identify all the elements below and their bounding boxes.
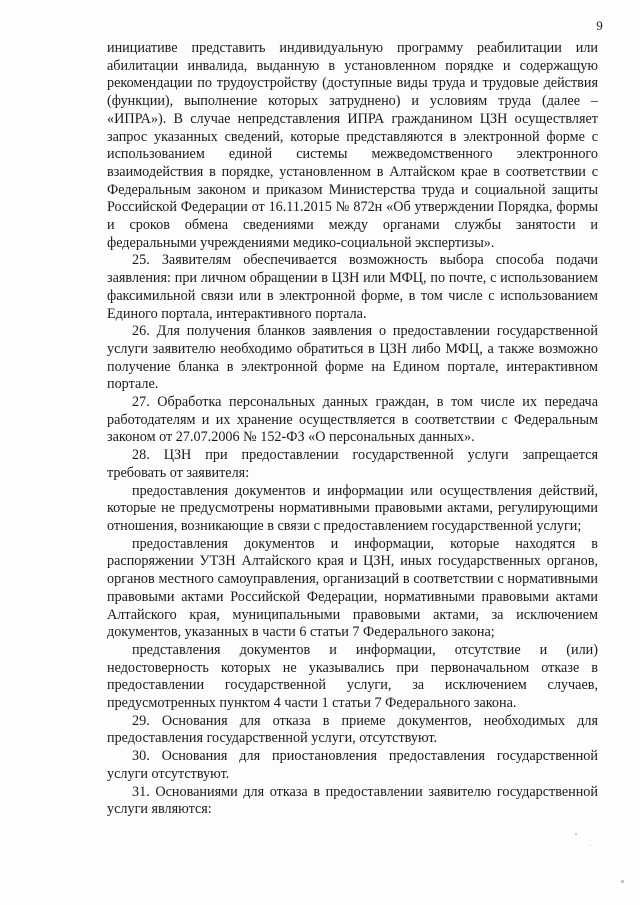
paragraph-31: 31. Основаниями для отказа в предоставлении заявителю государственной услуги являются: xyxy=(107,783,598,818)
scan-speck xyxy=(575,833,577,835)
paragraph-26: 26. Для получения бланков заявления о предоставлении государственной услуги заявителю необходимо обратиться в ЦЗН либо МФЦ, а также возможно получение бланка в электронной форме на Едином портале, интерактивном портале. xyxy=(107,323,598,393)
scan-speck xyxy=(590,845,591,846)
document-body xyxy=(107,40,598,819)
paragraph-28-item-3: представления документов и информации, отсутствие и (или) недостоверность которых не указывались при первоначальном отказе в предоставлении государственной услуги, за исключением случаев, предусмотренных пунктом 4 части 1 статьи 7 Федерального закона. xyxy=(107,641,598,712)
scan-speck xyxy=(621,880,624,883)
paragraph-25: 25. Заявителям обеспечивается возможность выбора способа подачи заявления: при личном обращении в ЦЗН или МФЦ, по почте, с использованием факсимильной связи или в электронной форме, в том числе с использованием Единого портала, интерактивного портала. xyxy=(107,252,598,322)
paragraph-30: 30. Основания для приостановления предоставления государственной услуги отсутствуют. xyxy=(107,748,598,782)
paragraph-ipra-continuation: инициативе представить индивидуальную программу реабилитации или абилитации инвалида, выданную в установленном порядке и содержащую рекомендации по трудоустройству (доступные виды труда и трудовые действия (функции), выполнение которых затруднено) и условиям труда (далее – «ИПРА»). В случае непредставления ИПРА гражданином ЦЗН осуществляет запрос указанных сведений, которые представляются в электронной форме с использованием единой системы межведомственного электронного взаимодействия в порядке, установленном в Алтайском крае в соответствии с Федеральным законом и приказом Министерства труда и социальной защиты Российской Федерации от 16.11.2015 № 872н «Об утверждении Порядка, формы и сроков обмена сведениями между органами службы занятости и федеральными учреждениями медико-социальной экспертизы». xyxy=(107,40,598,251)
paragraph-28-item-2: предоставления документов и информации, которые находятся в распоряжении УТЗН Алтайского края и ЦЗН, иных государственных органов, органов местного самоуправления, организаций в соответствии с нормативными правовыми актами Российской Федерации, нормативными правовыми актами Алтайского края, муниципальными правовыми актами, за исключением документов, указанных в части 6 статьи 7 Федерального закона; xyxy=(107,535,598,641)
page-number: 9 xyxy=(596,18,603,33)
paragraph-28: 28. ЦЗН при предоставлении государственной услуги запрещается требовать от заявителя: xyxy=(107,447,598,481)
paragraph-27: 27. Обработка персональных данных граждан, в том числе их передача работодателям и их хранение осуществляется в соответствии с Федеральным законом от 27.07.2006 № 152-ФЗ «О персональных данных». xyxy=(107,394,598,446)
paragraph-29: 29. Основания для отказа в приеме документов, необходимых для предоставления государственной услуги, отсутствуют. xyxy=(107,712,598,747)
paragraph-28-item-1: предоставления документов и информации или осуществления действий, которые не предусмотрены нормативными правовыми актами, регулирующими отношения, возникающие в связи с предоставлением государственной услуги; xyxy=(107,482,598,534)
